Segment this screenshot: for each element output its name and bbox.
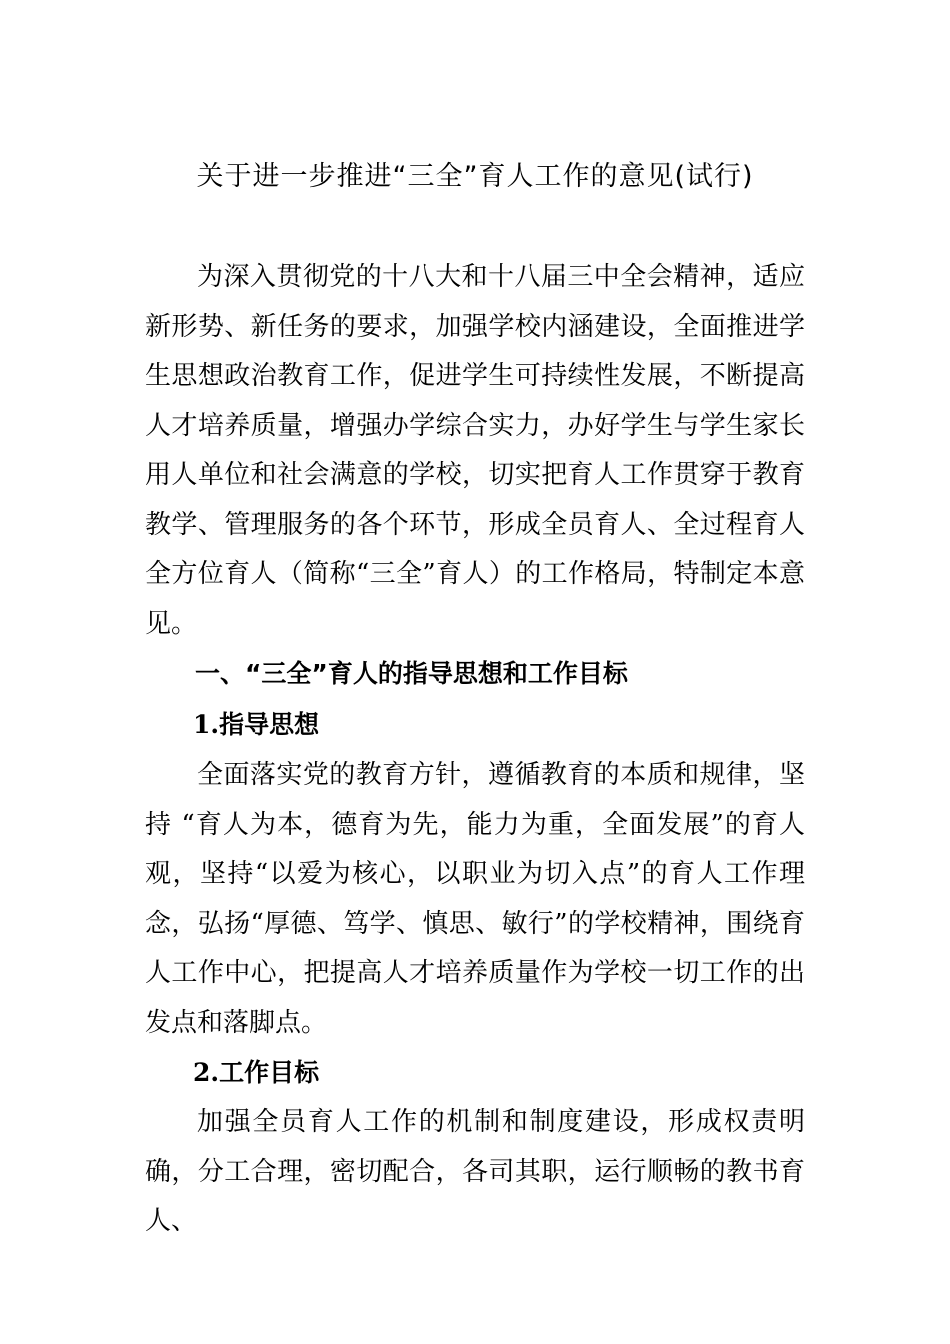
guiding-ideology-paragraph: 全面落实党的教育方针，遵循教育的本质和规律，坚持 “育人为本，德育为先，能力为重，全面发展”的育人观，坚持“以爱为核心，以职业为切入点”的育人工作理念，弘扬“厚德、笃学、慎思、敏行”的学校精神，围绕育人工作中心，把提高人才培养质量作为学校一切工作的出发点和落脚点。 [145, 760, 805, 1038]
intro-paragraph: 为深入贯彻党的十八大和十八届三中全会精神，适应新形势、新任务的要求，加强学校内涵建设，全面推进学生思想政治教育工作，促进学生可持续性发展，不断提高人才培养质量，增强办学综合实力，办好学生与学生家长用人单位和社会满意的学校，切实把育人工作贯穿于教育教学、管理服务的各个环节，形成全员育人、全过程育人全方位育人（简称“三全”育人）的工作格局，特制定本意见。 [145, 262, 805, 639]
section-heading: 一、“三全”育人的指导思想和工作目标 [195, 659, 628, 688]
subsection-heading-guiding-ideology: 1.指导思想 [193, 710, 320, 739]
subsection-heading-work-goals: 2.工作目标 [193, 1058, 320, 1087]
document-title: 关于进一步推进“三全”育人工作的意见(试行) [196, 161, 754, 192]
work-goals-paragraph: 加强全员育人工作的机制和制度建设，形成权责明确，分工合理，密切配合，各司其职，运行顺畅的教书育人、 [145, 1107, 805, 1236]
